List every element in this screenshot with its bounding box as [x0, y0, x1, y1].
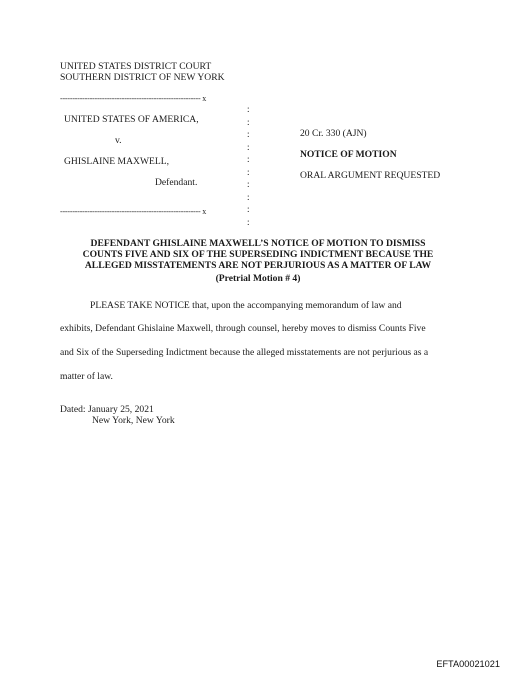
motion-title-line-2: COUNTS FIVE AND SIX OF THE SUPERSEDING INDICTMENT BECAUSE THE	[82, 249, 434, 260]
body-line-3: and Six of the Superseding Indictment because the alleged misstatements are not perjurious as a	[60, 347, 429, 358]
oral-argument-notice: ORAL ARGUMENT REQUESTED	[300, 170, 441, 181]
document-type: NOTICE OF MOTION	[300, 149, 397, 160]
caption-defendant-role: Defendant.	[155, 177, 198, 188]
case-number: 20 Cr. 330 (AJN)	[300, 128, 367, 139]
body-line-1: PLEASE TAKE NOTICE that, upon the accompanying memorandum of law and	[90, 300, 402, 311]
caption-defendant-name: GHISLAINE MAXWELL,	[64, 156, 169, 167]
court-name: UNITED STATES DISTRICT COURT	[60, 61, 212, 72]
body-line-2: exhibits, Defendant Ghislaine Maxwell, through counsel, hereby moves to dismiss Counts Five	[60, 323, 426, 334]
caption-versus: v.	[115, 135, 122, 146]
caption-colon-column: : : : : : : : : : :	[247, 104, 250, 227]
motion-title-line-4: (Pretrial Motion # 4)	[215, 273, 301, 284]
motion-title-line-3: ALLEGED MISSTATEMENTS ARE NOT PERJURIOUS AS A MATTER OF LAW	[84, 260, 432, 271]
dated-line: Dated: January 25, 2021	[60, 404, 154, 415]
body-line-4: matter of law.	[60, 371, 113, 382]
caption-plaintiff: UNITED STATES OF AMERICA,	[64, 114, 199, 125]
dated-location: New York, New York	[92, 415, 175, 426]
court-district: SOUTHERN DISTRICT OF NEW YORK	[60, 72, 225, 83]
caption-top-rule: --------------------------------------------------------- x	[60, 94, 207, 103]
motion-title-line-1: DEFENDANT GHISLAINE MAXWELL’S NOTICE OF MOTION TO DISMISS	[90, 238, 426, 249]
bates-stamp: EFTA00021021	[436, 659, 500, 669]
caption-bottom-rule: --------------------------------------------------------- x	[60, 207, 207, 216]
